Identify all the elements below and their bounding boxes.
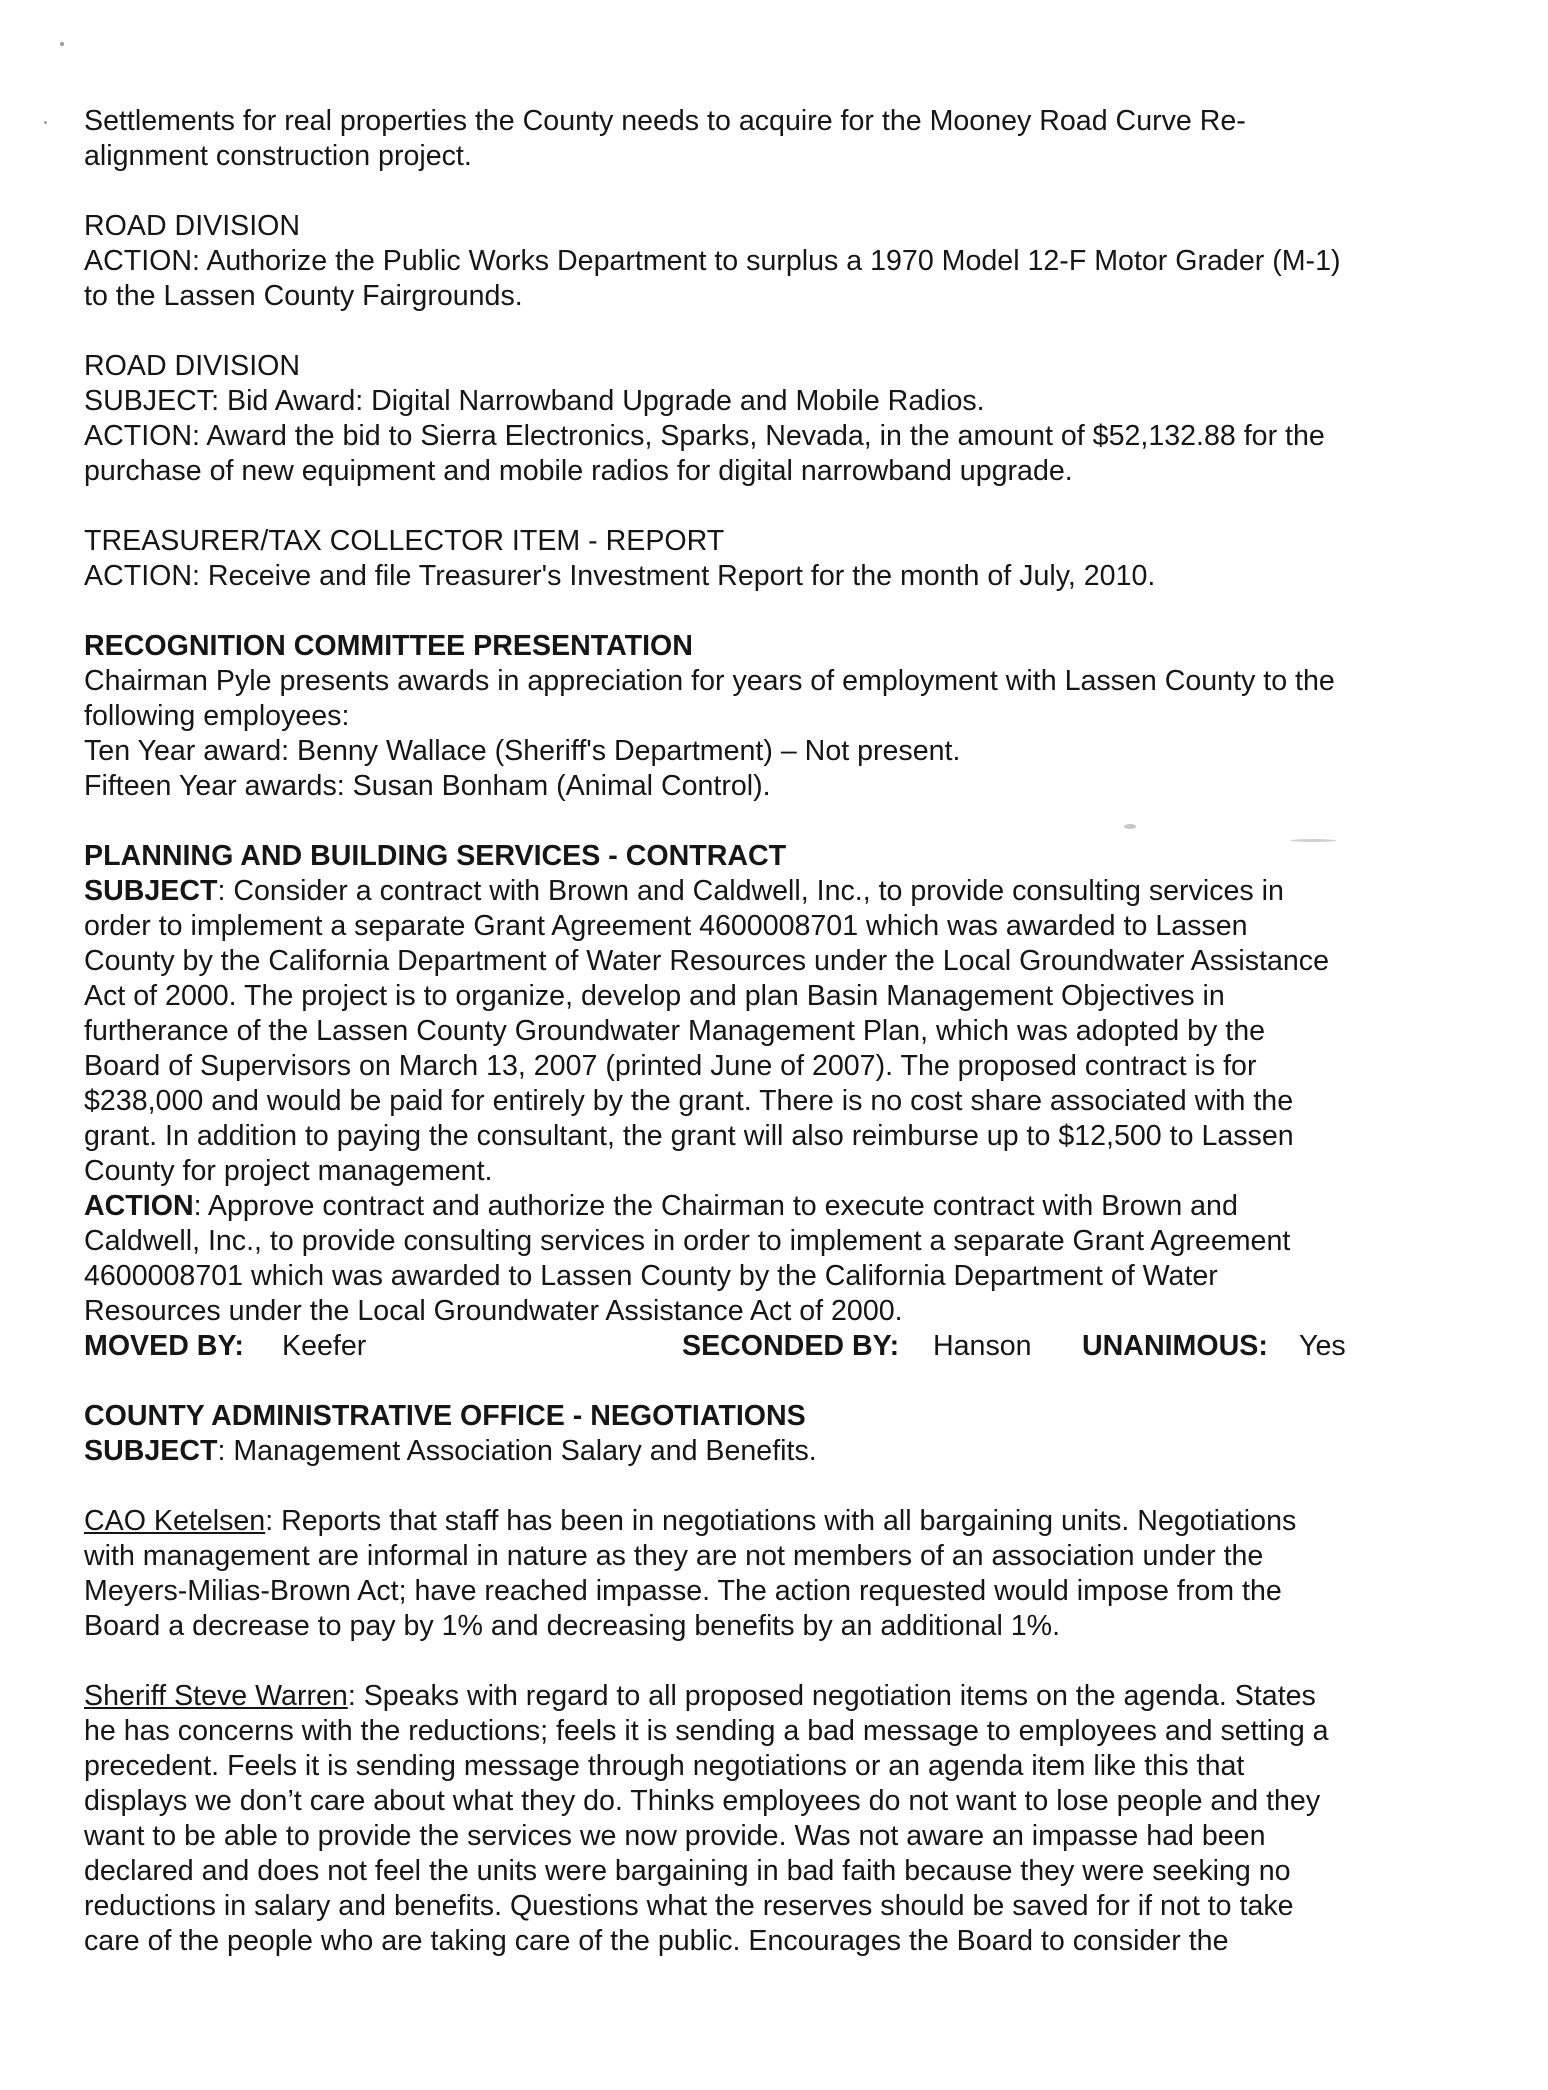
text-line: want to be able to provide the services we now provide. Was not aware an impasse had been <box>84 1820 1266 1852</box>
action-label: ACTION <box>84 1190 194 1222</box>
text-line: order to implement a separate Grant Agreement 4600008701 which was awarded to Lassen <box>84 910 1248 942</box>
moved-value: Keefer <box>282 1330 367 1362</box>
motion-row <box>84 1329 1464 1364</box>
text-line: to the Lassen County Fairgrounds. <box>84 280 523 312</box>
text-line: 4600008701 which was awarded to Lassen County by the California Department of Water <box>84 1260 1218 1292</box>
text-line: CAO Ketelsen: Reports that staff has been in negotiations with all bargaining units. Negotiations <box>84 1505 1297 1537</box>
text-line: precedent. Feels it is sending message through negotiations or an agenda item like this that <box>84 1750 1245 1782</box>
scan-speck <box>44 121 47 124</box>
subject-label: SUBJECT <box>84 1435 218 1467</box>
section-heading: COUNTY ADMINISTRATIVE OFFICE - NEGOTIATIONS <box>84 1400 806 1432</box>
text-line: Resources under the Local Groundwater Assistance Act of 2000. <box>84 1295 903 1327</box>
text-line: Settlements for real properties the County needs to acquire for the Mooney Road Curve Re- <box>84 105 1246 137</box>
speaker-name: Sheriff Steve Warren <box>84 1680 348 1712</box>
text-line: Sheriff Steve Warren: Speaks with regard to all proposed negotiation items on the agenda. States <box>84 1680 1316 1712</box>
unanimous-value: Yes <box>1299 1330 1346 1362</box>
moved-label: MOVED BY: <box>84 1330 244 1362</box>
text-line: SUBJECT: Consider a contract with Brown and Caldwell, Inc., to provide consulting services in <box>84 875 1284 907</box>
text-line: he has concerns with the reductions; feels it is sending a bad message to employees and setting a <box>84 1715 1329 1747</box>
speaker-name: CAO Ketelsen <box>84 1505 266 1537</box>
section-heading: PLANNING AND BUILDING SERVICES - CONTRACT <box>84 840 787 872</box>
text-line: with management are informal in nature as they are not members of an association under the <box>84 1540 1264 1572</box>
text-line: displays we don’t care about what they do. Thinks employees do not want to lose people and they <box>84 1785 1321 1817</box>
text-line: furtherance of the Lassen County Groundwater Management Plan, which was adopted by the <box>84 1015 1265 1047</box>
document-page <box>84 104 1464 1959</box>
text-line: Meyers-Milias-Brown Act; have reached impasse. The action requested would impose from the <box>84 1575 1282 1607</box>
section-heading: TREASURER/TAX COLLECTOR ITEM - REPORT <box>84 525 725 557</box>
text-line: Fifteen Year awards: Susan Bonham (Animal Control). <box>84 770 771 802</box>
text-line: SUBJECT: Management Association Salary and Benefits. <box>84 1435 817 1467</box>
text-line: ACTION: Receive and file Treasurer's Investment Report for the month of July, 2010. <box>84 560 1156 592</box>
text-line: care of the people who are taking care of the public. Encourages the Board to consider the <box>84 1925 1229 1957</box>
section-heading: ROAD DIVISION <box>84 210 301 242</box>
text-line: Board a decrease to pay by 1% and decreasing benefits by an additional 1%. <box>84 1610 1061 1642</box>
text-line: ACTION: Award the bid to Sierra Electronics, Sparks, Nevada, in the amount of $52,132.88 for the <box>84 420 1325 452</box>
text-line: County by the California Department of Water Resources under the Local Groundwater Assistance <box>84 945 1329 977</box>
text-line: declared and does not feel the units were bargaining in bad faith because they were seeking no <box>84 1855 1291 1887</box>
seconded-value: Hanson <box>933 1330 1032 1362</box>
text-line: Ten Year award: Benny Wallace (Sheriff's Department) – Not present. <box>84 735 961 767</box>
text-line: Act of 2000. The project is to organize, develop and plan Basin Management Objectives in <box>84 980 1225 1012</box>
text-line: Chairman Pyle presents awards in appreciation for years of employment with Lassen County to the <box>84 665 1335 697</box>
scan-speck <box>60 42 64 46</box>
text-line: ACTION: Approve contract and authorize the Chairman to execute contract with Brown and <box>84 1190 1238 1222</box>
text-line: purchase of new equipment and mobile radios for digital narrowband upgrade. <box>84 455 1073 487</box>
text-line: following employees: <box>84 700 350 732</box>
text-line: $238,000 and would be paid for entirely by the grant. There is no cost share associated with the <box>84 1085 1294 1117</box>
section-heading: RECOGNITION COMMITTEE PRESENTATION <box>84 630 693 662</box>
text-line: County for project management. <box>84 1155 493 1187</box>
text-line: Board of Supervisors on March 13, 2007 (printed June of 2007). The proposed contract is for <box>84 1050 1257 1082</box>
text-line: reductions in salary and benefits. Questions what the reserves should be saved for if not to take <box>84 1890 1294 1922</box>
text-line: alignment construction project. <box>84 140 472 172</box>
seconded-label: SECONDED BY: <box>682 1330 900 1362</box>
text-line: grant. In addition to paying the consultant, the grant will also reimburse up to $12,500 to Lassen <box>84 1120 1294 1152</box>
unanimous-label: UNANIMOUS: <box>1082 1330 1268 1362</box>
text-line: ACTION: Authorize the Public Works Department to surplus a 1970 Model 12-F Motor Grader (M-1) <box>84 245 1341 277</box>
subject-label: SUBJECT <box>84 875 218 907</box>
section-heading: ROAD DIVISION <box>84 350 301 382</box>
text-line: SUBJECT: Bid Award: Digital Narrowband Upgrade and Mobile Radios. <box>84 385 985 417</box>
text-line: Caldwell, Inc., to provide consulting services in order to implement a separate Grant Agreement <box>84 1225 1291 1257</box>
